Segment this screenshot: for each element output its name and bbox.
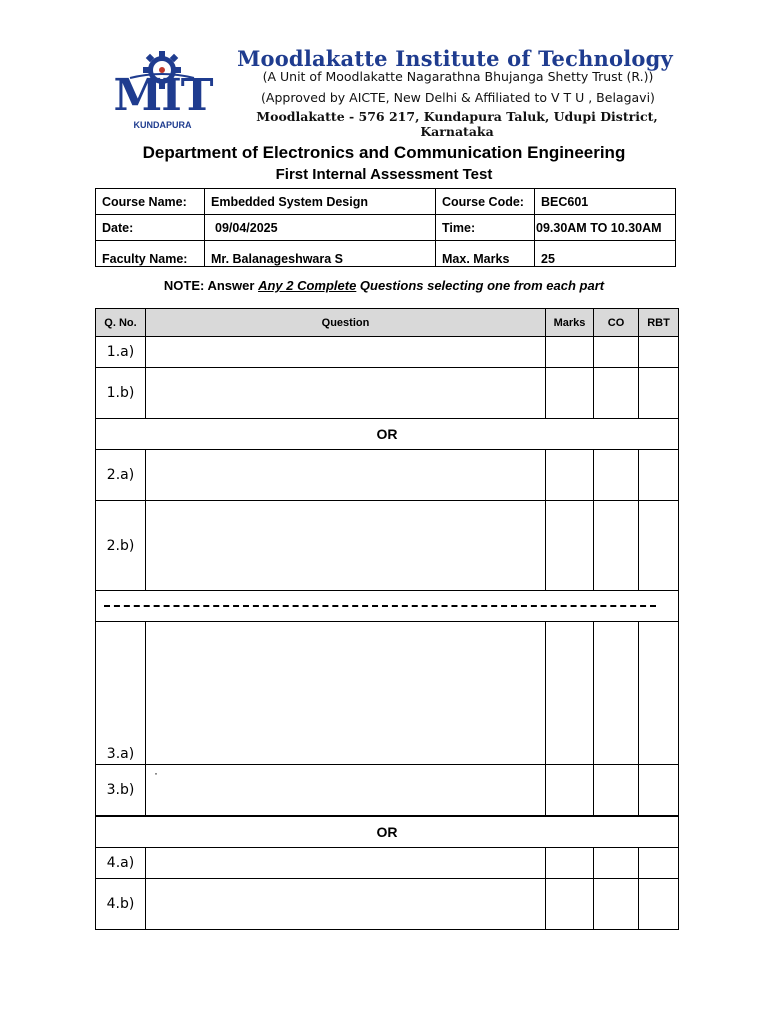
question-cell (146, 368, 546, 419)
qno-3b: 3.b) (96, 765, 146, 816)
department-title: Department of Electronics and Communication Engineering (142, 143, 626, 162)
time-value: 09.30AM TO 10.30AM (535, 215, 676, 241)
qno-1a: 1.a) (96, 337, 146, 368)
note-prefix: NOTE: Answer (163, 278, 259, 293)
qno-1b: 1.b) (96, 368, 146, 419)
or-row (96, 816, 679, 848)
note-suffix: Questions selecting one from each part (356, 278, 605, 293)
header-rbt: RBT (639, 309, 679, 337)
table-row (96, 368, 679, 419)
course-name-label: Course Name: (96, 189, 205, 215)
course-code-value: BEC601 (535, 189, 676, 215)
question-cell (146, 879, 546, 930)
address-line: Moodlakatte - 576 217, Kundapura Taluk, Udupi District, Karnataka (256, 109, 658, 139)
header-qno: Q. No. (96, 309, 146, 337)
table-row (96, 848, 679, 879)
questions-table (95, 308, 679, 930)
qno-2a: 2.a) (96, 450, 146, 501)
table-row (96, 450, 679, 501)
table-row (96, 501, 679, 591)
note (0, 278, 768, 293)
table-row (96, 337, 679, 368)
question-cell (146, 501, 546, 591)
faculty-label: Faculty Name: (96, 241, 205, 267)
question-cell (146, 337, 546, 368)
max-marks-label: Max. Marks (436, 241, 535, 267)
or-separator: OR (96, 816, 679, 848)
logo-subtext: KUNDAPURA (133, 120, 192, 130)
logo-text: MIT (113, 70, 213, 121)
part-separator-row (96, 591, 679, 622)
dashed-divider (104, 605, 656, 607)
course-code-label: Course Code: (436, 189, 535, 215)
institute-logo (100, 48, 225, 136)
qno-4b: 4.b) (96, 879, 146, 930)
question-cell: · (146, 765, 546, 816)
or-row (96, 419, 679, 450)
header-question: Question (146, 309, 546, 337)
table-row (96, 879, 679, 930)
institute-name: Moodlakatte Institute of Technology (237, 46, 673, 71)
date-label: Date: (96, 215, 205, 241)
max-marks-value: 25 (535, 241, 676, 267)
approval-line: (Approved by AICTE, New Delhi & Affiliated to V T U , Belagavi) (261, 90, 655, 105)
header-co: CO (594, 309, 639, 337)
qno-4a: 4.a) (96, 848, 146, 879)
course-name-value: Embedded System Design (205, 189, 436, 215)
date-value: 09/04/2025 (205, 215, 436, 241)
note-emphasis: Any 2 Complete (258, 278, 357, 293)
question-cell (146, 848, 546, 879)
or-separator: OR (96, 419, 679, 450)
faculty-value: Mr. Balanageshwara S (205, 241, 436, 267)
qno-3a: 3.a) (96, 622, 146, 765)
test-title: First Internal Assessment Test (275, 166, 493, 183)
header-marks: Marks (546, 309, 594, 337)
table-row (96, 765, 679, 816)
question-cell (146, 622, 546, 765)
course-info-table (95, 188, 676, 267)
table-row (96, 622, 679, 765)
unit-line: (A Unit of Moodlakatte Nagarathna Bhujanga Shetty Trust (R.)) (262, 69, 654, 84)
time-label: Time: (436, 215, 535, 241)
question-cell (146, 450, 546, 501)
qno-2b: 2.b) (96, 501, 146, 591)
